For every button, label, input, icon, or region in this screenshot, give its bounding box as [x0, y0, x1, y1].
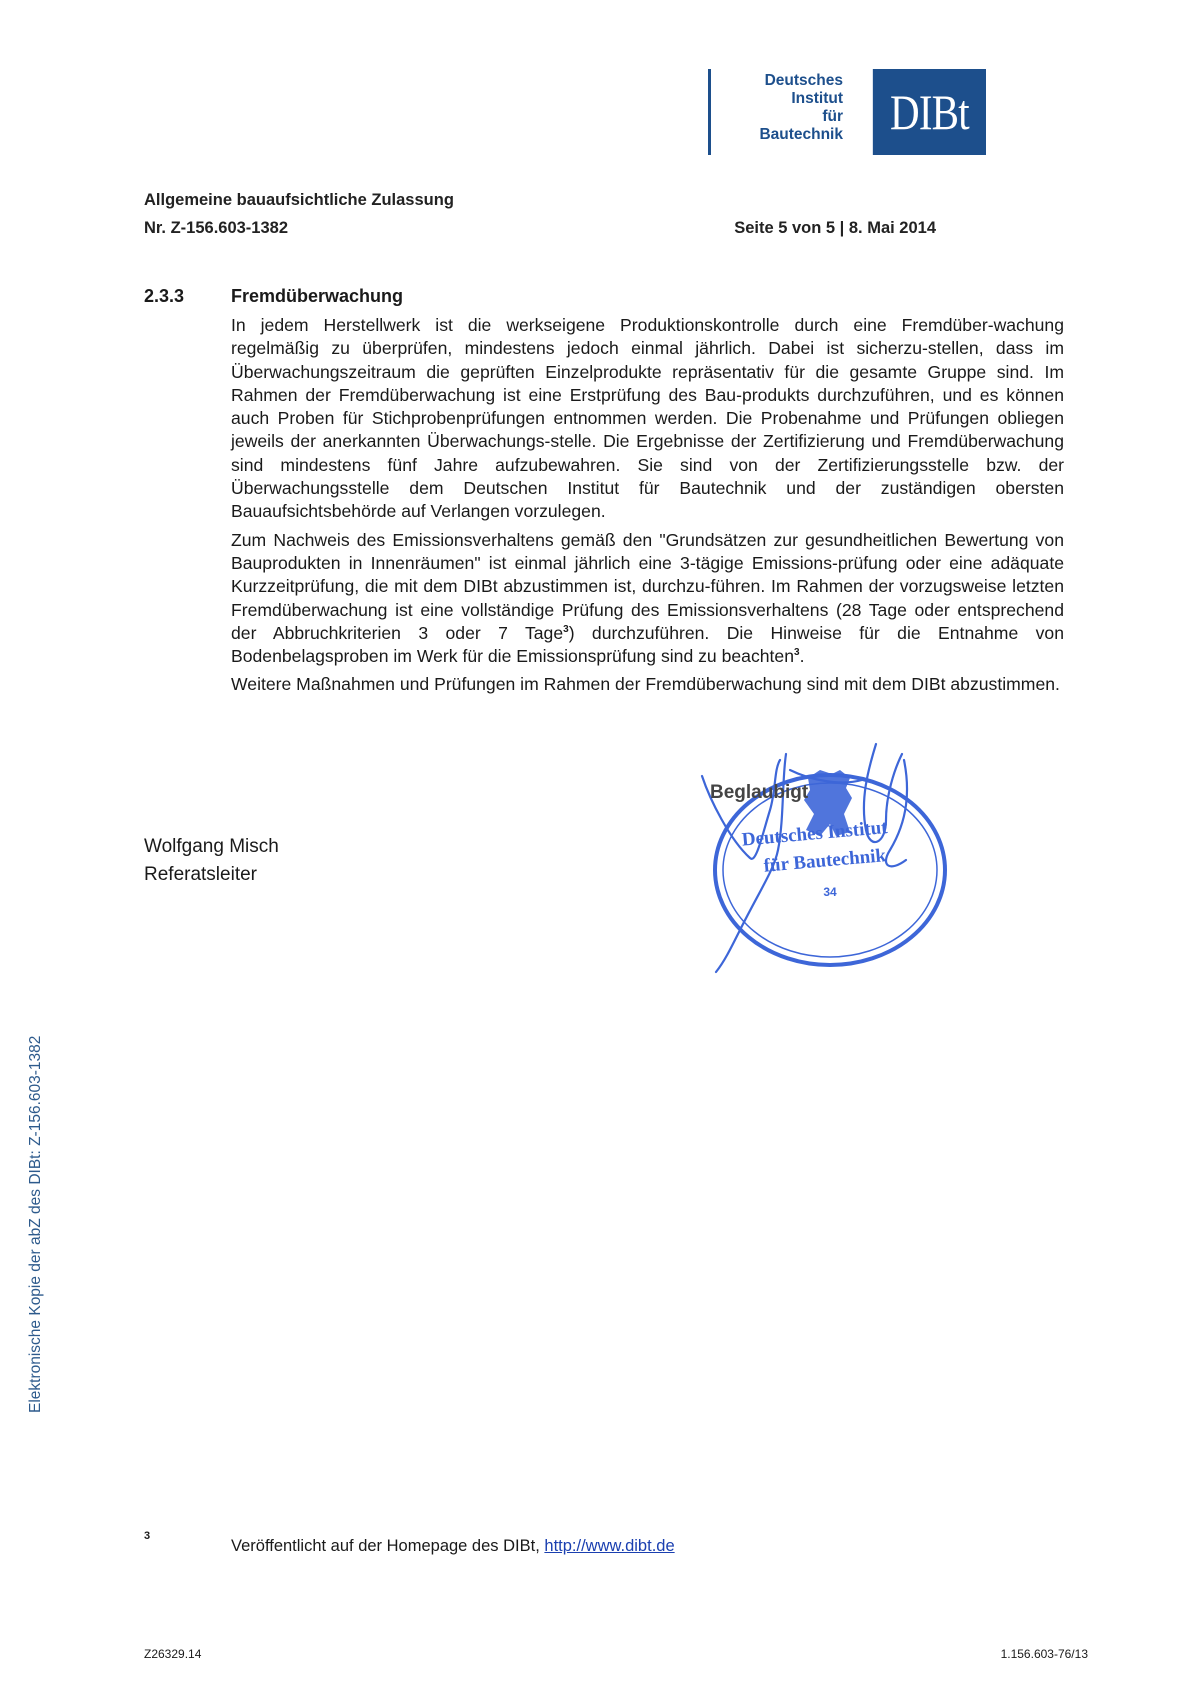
- page-info: Seite 5 von 5 | 8. Mai 2014: [734, 219, 936, 237]
- dibt-logo: [708, 67, 986, 155]
- paragraph: In jedem Herstellwerk ist die werkseigene Produktionskontrolle durch eine Fremdüber-wachung regelmäßig zu überprüfen, mindestens jedoch einmal jährlich. Dabei ist sicherzu-stellen, dass im Überwachungszeitraum die geprüften Einzelprodukte repräsentativ für die gesamte Gruppe sind. Im Rahmen der Fremdüberwachung ist eine Erstprüfung des Bau-produkts durchzuführen, und es können auch Proben für Stichprobenprüfungen entnommen werden. Die Probenahme und Prüfungen obliegen jeweils der anerkannten Überwachungs-stelle. Die Ergebnisse der Zertifizierung und Fremdüberwachung sind mindestens fünf Jahre aufzubewahren. Sie sind von der Zertifizierungsstelle bzw. der Überwachungsstelle dem Deutschen Institut für Bautechnik und der zuständigen obersten Bauaufsichtsbehörde auf Verlangen vorzulegen.: [231, 315, 1064, 522]
- paragraph: [231, 529, 1064, 669]
- section-title: Fremdüberwachung: [231, 286, 404, 306]
- stamp-label: Beglaubigt: [710, 782, 809, 803]
- paragraph-text: Zum Nachweis des Emissionsverhaltens gemäß den "Grundsätzen zur gesundheitlichen Bewertung von Bauprodukten in Innenräumen" ist einmal jährlich eine 3-tägige Emissions-prüfung oder eine adäquate Kurzzeitprüfung, die mit dem DIBt abzustimmen ist, durchzu-führen. Im Rahmen der vorzugsweise letzten Fremdüberwachung ist eine vollständige Prüfung des Emissionsverhaltens (28 Tage oder entsprechend der Abbruchkriterien 3 oder 7 Tage: [231, 529, 1064, 643]
- logo-mark: DIBt: [873, 69, 986, 155]
- logo-line: Deutsches: [764, 72, 843, 89]
- stamp-line: Deutsches Institut: [740, 816, 889, 851]
- document-type: Allgemeine bauaufsichtliche Zulassung: [144, 191, 454, 209]
- logo-line: Bautechnik: [759, 126, 843, 143]
- footer-left: Z26329.14: [144, 1647, 202, 1661]
- logo-divider: [708, 69, 711, 155]
- section-number: 2.3.3: [144, 286, 185, 306]
- footnote-ref: 3: [563, 623, 569, 635]
- logo-line: für: [822, 108, 843, 125]
- footnote-link[interactable]: http://www.dibt.de: [544, 1537, 675, 1555]
- footnote: [231, 1537, 675, 1556]
- stamp-line: für Bautechnik: [762, 845, 887, 877]
- logo-line: Institut: [791, 90, 843, 107]
- signatory-role: Referatsleiter: [144, 864, 257, 885]
- paragraph-text: .: [799, 646, 805, 667]
- footer-right: 1.156.603-76/13: [1000, 1647, 1088, 1661]
- logo-wordmark: [759, 72, 843, 144]
- official-stamp: [690, 740, 970, 980]
- footnote-text: Veröffentlicht auf der Homepage des DIBt,: [231, 1537, 545, 1555]
- signatory-name: Wolfgang Misch: [144, 836, 279, 857]
- margin-note: Elektronische Kopie der abZ des DIBt: Z-156.603-1382: [27, 1035, 44, 1413]
- section-body: [231, 314, 1064, 702]
- footnote-mark: 3: [144, 1530, 151, 1542]
- stamp-number: 34: [823, 885, 837, 899]
- paragraph-text: ) durchzuführen. Die Hinweise für die Entnahme von Bodenbelagsproben im Werk für die Emissionsprüfung sind zu beachten: [231, 622, 1064, 667]
- footnote-ref: 3: [794, 647, 800, 659]
- approval-number: Nr. Z-156.603-1382: [144, 219, 289, 237]
- paragraph: Weitere Maßnahmen und Prüfungen im Rahmen der Fremdüberwachung sind mit dem DIBt abzustimmen.: [231, 674, 1060, 695]
